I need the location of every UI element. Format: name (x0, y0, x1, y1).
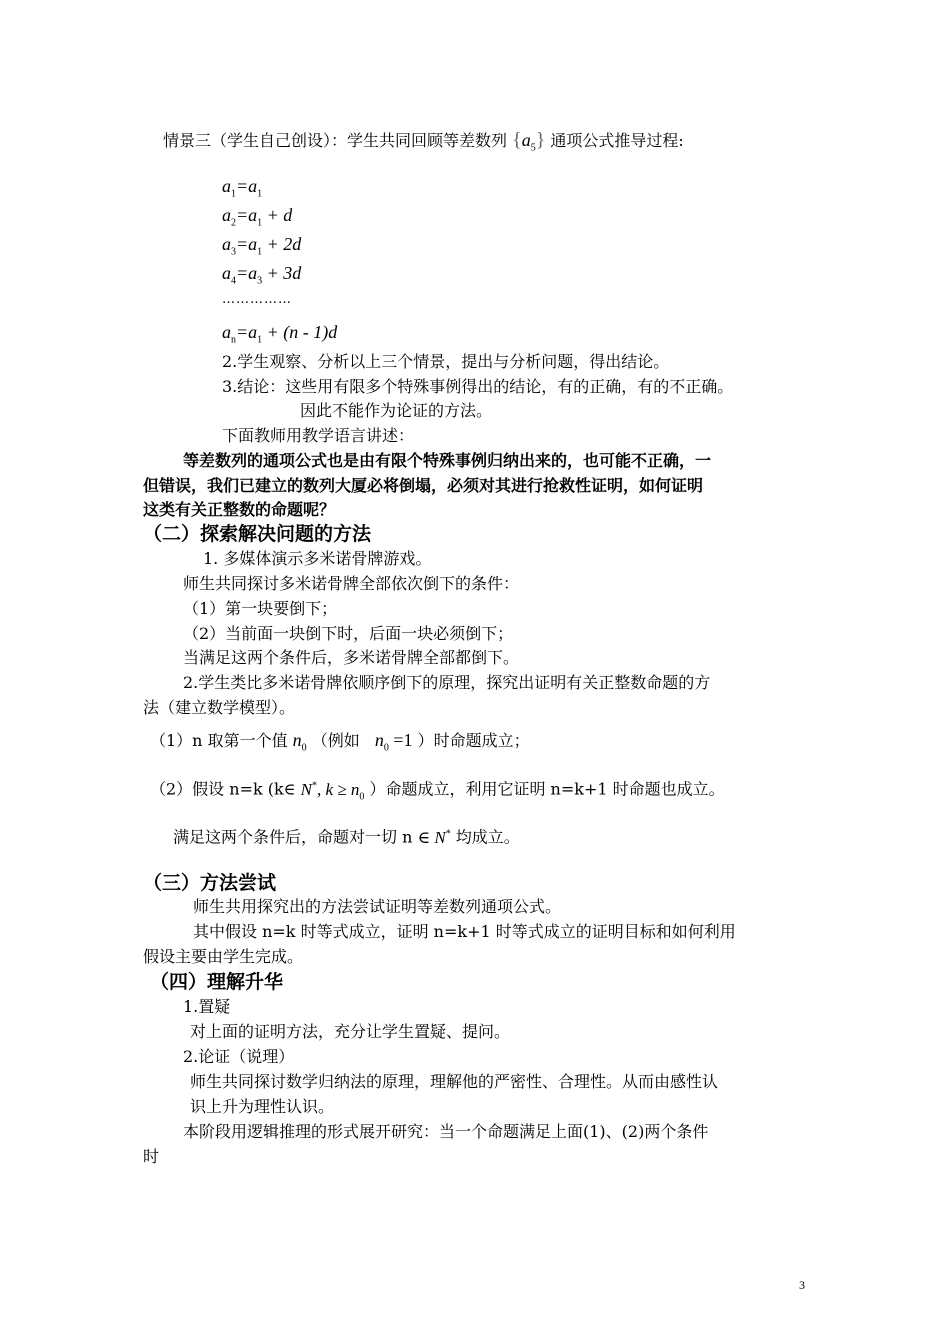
section-2-line: 2.学生类比多米诺骨牌依顺序倒下的原理，探究出证明有关正整数命题的方 (183, 673, 711, 692)
section-2-line: 师生共同探讨多米诺骨牌全部依次倒下的条件： (183, 574, 520, 593)
section-4-line: 识上升为理性认识。 (190, 1097, 335, 1116)
scene3-tail: 通项公式推导过程: (550, 131, 684, 150)
section-4-line: 时 (143, 1147, 160, 1166)
page-number: 3 (799, 1278, 805, 1292)
scene3-line (163, 130, 684, 159)
section-2-line: 1. 多媒体演示多米诺骨牌游戏。 (203, 549, 432, 568)
point-3: 3.结论：这些用有限多个特殊事例得出的结论，有的正确，有的不正确。 (222, 377, 734, 396)
section-3-title: （三）方法尝试 (143, 872, 277, 894)
section-4-line: 对上面的证明方法，充分让学生置疑、提问。 (190, 1022, 511, 1041)
section-3-line: 师生共用探究出的方法尝试证明等差数列通项公式。 (193, 897, 562, 916)
section-3-line: 其中假设 n=k 时等式成立，证明 n=k+1 时等式成立的证明目标和如何利用 (193, 922, 736, 941)
condition-conclusion: 满足这两个条件后，命题对一切 n ∈ N* 均成立。 (173, 827, 520, 847)
section-4-line: 本阶段用逻辑推理的形式展开研究：当一个命题满足上面(1)、(2)两个条件 (183, 1122, 709, 1141)
point-2: 2.学生观察、分析以上三个情景，提出与分析问题，得出结论。 (222, 352, 670, 371)
teacher-intro: 下面教师用教学语言讲述： (222, 426, 415, 445)
derivation-line: $a_1=a_1$ (222, 176, 263, 200)
section-3-line: 假设主要由学生完成。 (143, 947, 304, 966)
bold-paragraph-line: 但错误，我们已建立的数列大厦必将倒塌，必须对其进行抢救性证明，如何证明 (143, 476, 704, 495)
bold-paragraph-line: 等差数列的通项公式也是由有限个特殊事例归纳出来的，也可能不正确，一 (183, 451, 712, 470)
scene3-intro: 情景三（学生自己创设）：学生共同回顾等差数列 (163, 131, 508, 150)
bold-paragraph-line: 这类有关正整数的命题呢？ (143, 500, 336, 519)
point-3-cont: 因此不能作为论证的方法。 (300, 401, 493, 420)
general-formula: $a_n=a_1 + (n - 1)d$ (222, 322, 338, 346)
section-2-title: （二）探索解决问题的方法 (143, 523, 372, 545)
section-2-line: （1）第一块要倒下； (183, 599, 338, 618)
condition-1: （1）n 取第一个值 $n_0$ （例如 $n_0 =1$ ）时命题成立； (150, 730, 530, 754)
section-2-line: 当满足这两个条件后，多米诺骨牌全部都倒下。 (183, 648, 520, 667)
sequence-symbol: $\{a_5\}$ (512, 129, 546, 154)
section-2-line: 法（建立数学模型）。 (143, 698, 296, 717)
section-4-title: （四）理解升华 (150, 971, 284, 993)
derivation-line: $a_4=a_3 + 3d$ (222, 263, 302, 287)
derivation-line: $a_2=a_1 + d$ (222, 205, 293, 229)
section-4-line: 2.论证（说理） (183, 1047, 295, 1066)
section-2-line: （2）当前面一块倒下时，后面一块必须倒下； (183, 624, 514, 643)
section-4-line: 师生共同探讨数学归纳法的原理，理解他的严密性、合理性。从而由感性认 (190, 1072, 719, 1091)
ellipsis-line: …………… (222, 292, 292, 307)
section-4-line: 1.置疑 (183, 997, 231, 1016)
condition-2: （2）假设 n=k (k∈ N*, $k \ge n_0$ ）命题成立，利用它证明 n=k+1 时命题也成立。 (150, 779, 725, 803)
derivation-line: $a_3=a_1 + 2d$ (222, 234, 302, 258)
